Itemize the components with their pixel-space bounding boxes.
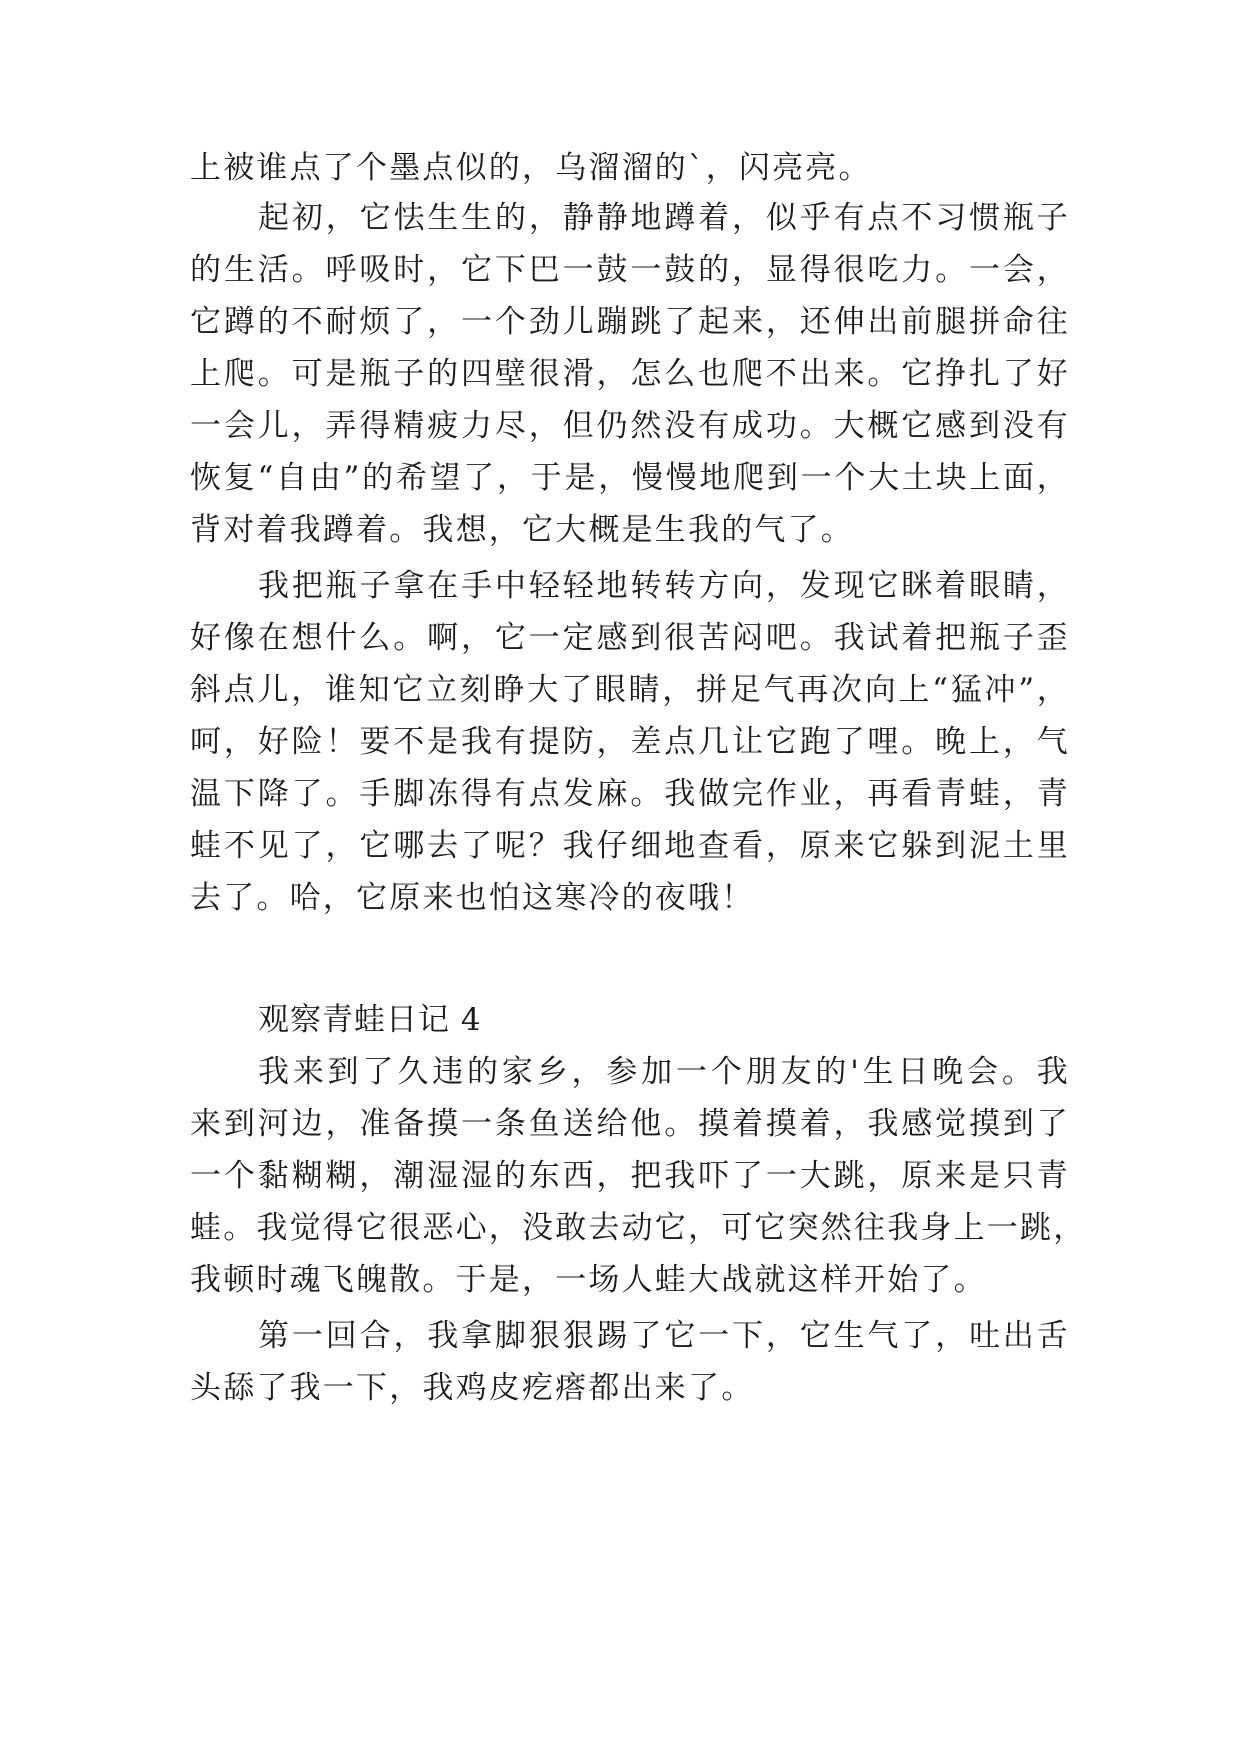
section-heading: 观察青蛙日记 4	[258, 1002, 482, 1038]
text-line: 一会儿，弄得精疲力尽，但仍然没有成功。大概它感到没有	[190, 408, 1070, 444]
text-line: 我把瓶子拿在手中轻轻地转转方向，发现它眯着眼睛，	[258, 568, 1070, 604]
text-line: 一个黏糊糊，潮湿湿的东西，把我吓了一大跳，原来是只青	[190, 1158, 1070, 1194]
text-line: 第一回合，我拿脚狠狠踢了它一下，它生气了，吐出舌	[258, 1318, 1070, 1354]
text-line: 呵，好险！要不是我有提防，差点几让它跑了哩。晚上，气	[190, 724, 1070, 760]
text-line: 的生活。呼吸时，它下巴一鼓一鼓的，显得很吃力。一会，	[190, 252, 1070, 288]
text-line: 上被谁点了个墨点似的，乌溜溜的`，闪亮亮。	[190, 150, 872, 186]
text-line: 起初，它怯生生的，静静地蹲着，似乎有点不习惯瓶子	[258, 200, 1070, 236]
text-line: 背对着我蹲着。我想，它大概是生我的气了。	[190, 512, 854, 548]
text-line: 恢复“自由”的希望了，于是，慢慢地爬到一个大土块上面，	[190, 460, 1070, 496]
text-line: 蛙不见了，它哪去了呢？我仔细地查看，原来它躲到泥土里	[190, 828, 1070, 864]
text-line: 去了。哈，它原来也怕这寒冷的夜哦！	[190, 880, 755, 916]
text-line: 好像在想什么。啊，它一定感到很苦闷吧。我试着把瓶子歪	[190, 620, 1070, 656]
text-line: 斜点儿，谁知它立刻睁大了眼睛，拼足气再次向上“猛冲”，	[190, 672, 1070, 708]
text-line: 蛙。我觉得它很恶心，没敢去动它，可它突然往我身上一跳，	[190, 1210, 1087, 1246]
text-line: 来到河边，准备摸一条鱼送给他。摸着摸着，我感觉摸到了	[190, 1106, 1070, 1142]
text-line: 我来到了久违的家乡，参加一个朋友的'生日晚会。我	[258, 1054, 1070, 1090]
text-line: 我顿时魂飞魄散。于是，一场人蛙大战就这样开始了。	[190, 1262, 987, 1298]
text-line: 温下降了。手脚冻得有点发麻。我做完作业，再看青蛙，青	[190, 776, 1070, 812]
text-line: 上爬。可是瓶子的四壁很滑，怎么也爬不出来。它挣扎了好	[190, 356, 1070, 392]
text-line: 头舔了我一下，我鸡皮疙瘩都出来了。	[190, 1370, 755, 1406]
text-line: 它蹲的不耐烦了，一个劲儿蹦跳了起来，还伸出前腿拼命往	[190, 304, 1070, 340]
